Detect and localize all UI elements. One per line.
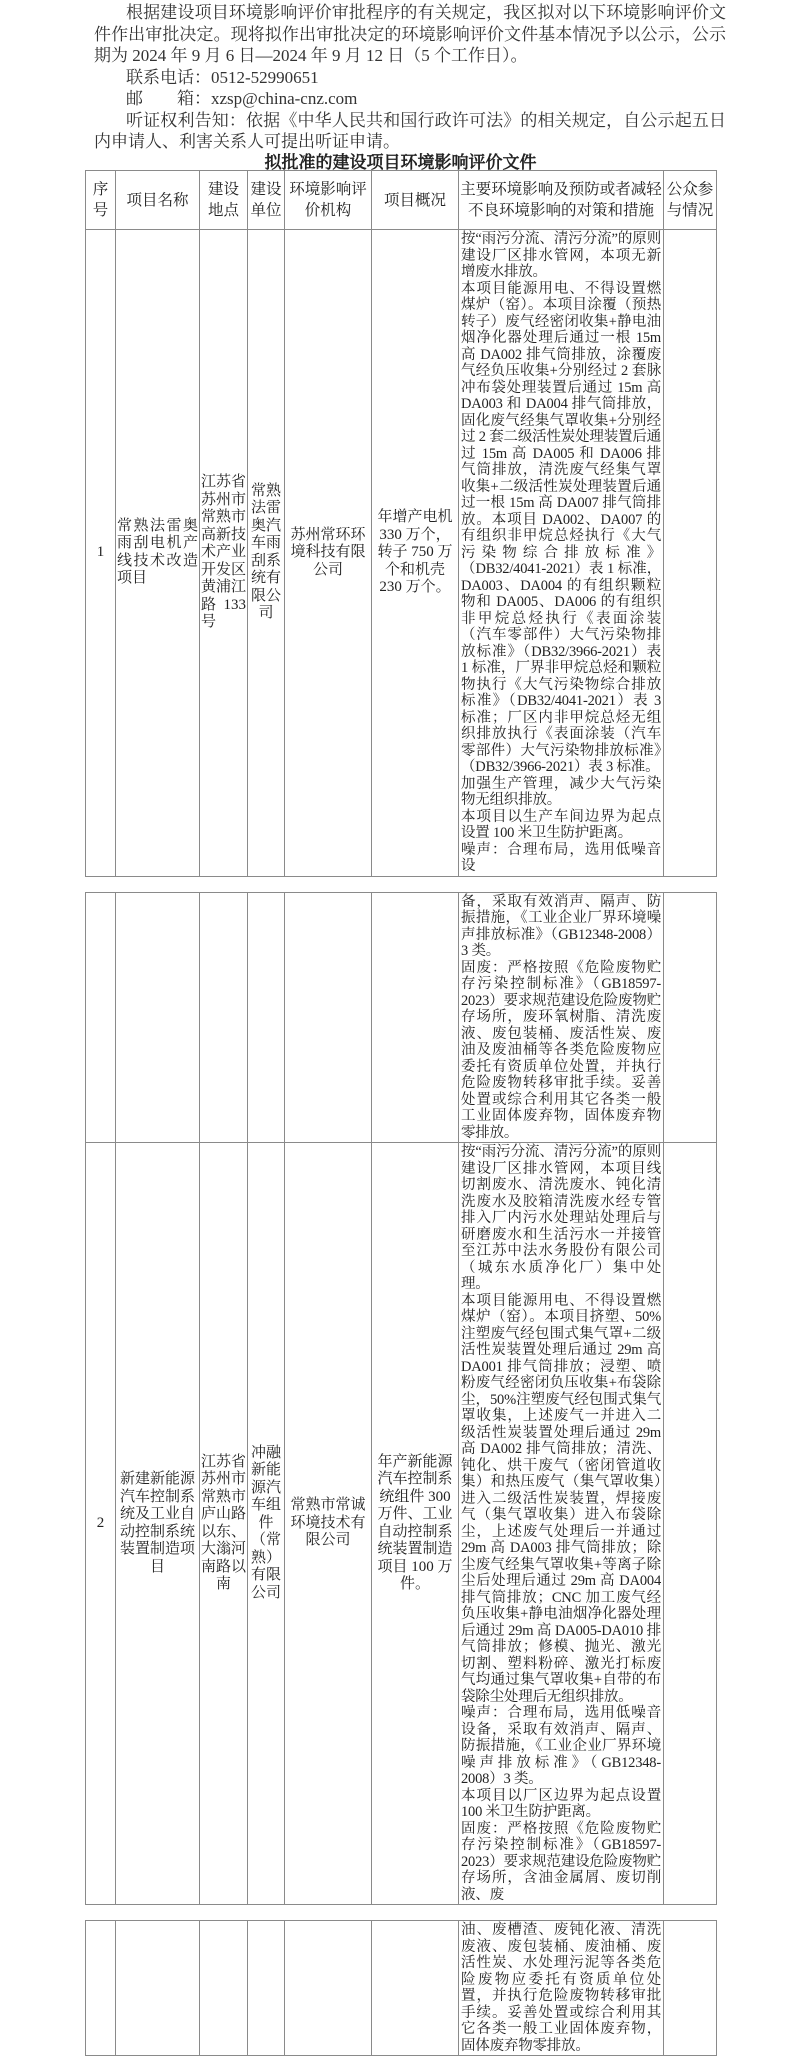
header-project-name: 项目名称: [116, 171, 200, 230]
measure-paragraph: 噪声：合理布局，选用低噪音设: [461, 841, 661, 874]
row-measures: [459, 230, 664, 877]
header-agency: 环境影响评价机构: [285, 171, 372, 230]
empty-cell: [664, 1921, 717, 2056]
empty-cell: [372, 892, 459, 1143]
row-unit: 冲融新能源汽车组件（常熟）有限公司: [248, 1143, 285, 1905]
measure-paragraph: 本项目以生产车间边界为起点设置 100 米卫生防护距离。: [461, 808, 661, 841]
table-title: 拟批准的建设项目环境影响评价文件: [264, 153, 537, 172]
eia-tables: [85, 170, 716, 2056]
table-row: [86, 1143, 717, 1905]
eia-table-page-2: [85, 892, 717, 1906]
measure-paragraph: 固废：严格按照《危险废物贮存污染控制标准》（GB18597-2023）要求规范建设危险废物贮存场所，含油金属屑、废切削液、废: [461, 1820, 661, 1903]
measure-paragraph: 加强生产管理，减少大气污染物无组织排放。: [461, 775, 661, 808]
header-unit: 建设单位: [248, 171, 285, 230]
row-measures: [459, 1921, 664, 2056]
empty-cell: [285, 892, 372, 1143]
intro-paragraph: 根据建设项目环境影响评价审批程序的有关规定，我区拟对以下环境影响评价文件作出审批决定。现将拟作出审批决定的环境影响评价文件基本情况予以公示，公示期为 2024 年 9 月 6 日—2024 年 9 月 12 日（5 个工作日）。: [94, 3, 726, 65]
intro-text: [94, 2, 726, 153]
row-overview: 年增产电机 330 万个，转子 750 万个和机壳 230 万个。: [372, 230, 459, 877]
header-public-participation: 公众参与情况: [664, 171, 717, 230]
empty-cell: [200, 1921, 248, 2056]
row-measures: [459, 892, 664, 1143]
contact-email: 邮 箱：xzsp@china-cnz.com: [126, 89, 358, 108]
header-location: 建设地点: [200, 171, 248, 230]
row-unit: 常熟法雷奥汽车雨刮系统有限公司: [248, 230, 285, 877]
measure-paragraph: 固废：严格按照《危险废物贮存污染控制标准》（GB18597-2023）要求规范建设危险废物贮存场所，废环氧树脂、清洗废液、废包装桶、废活性炭、废油及废油桶等各类危险废物应委托有资质单位处置，并执行危险废物转移审批手续。妥善处置或综合利用其它各类一般工业固体废弃物，固体废弃物零排放。: [461, 959, 661, 1141]
row-measures: [459, 1143, 664, 1905]
header-row: [86, 171, 717, 230]
empty-cell: [200, 892, 248, 1143]
measure-paragraph: 本项目能源用电、不得设置燃煤炉（窑）。本项目挤塑、50%注塑废气经包围式集气罩+二级活性炭装置处理后通过 29m 高 DA001 排气筒排放；浸塑、喷粉废气经密闭负压收集+布袋除尘，50%注塑废气经包围式集气罩收集，上述废气一并进入二级活性炭装置处理后通过 29m 高 DA002 排气筒排放；清洗、钝化、烘干废气（密闭管道收集）和热压废气（集气罩收集）进入二级活性炭装置，焊接废气（集气罩收集）进入布袋除尘，上述废气处理后一并通过 29m 高 DA003 排气筒排放；除尘废气经集气罩收集+等离子除尘后处理后通过 29m 高 DA004 排气筒排放；CNC 加工废气经负压收集+静电油烟净化器处理后通过 29m 高 DA005-DA010 排气筒排放；修模、抛光、激光切割、塑料粉碎、激光打标废气均通过集气罩收集+自带的布袋除尘处理后无组织排放。: [461, 1292, 661, 1705]
row-public-participation: [664, 1143, 717, 1905]
empty-cell: [372, 1921, 459, 2056]
hearing-notice: 听证权利告知：依据《中华人民共和国行政许可法》的相关规定，自公示起五日内申请人、利害关系人可提出听证申请。: [94, 110, 726, 151]
row-no: 2: [86, 1143, 116, 1905]
empty-cell: [664, 892, 717, 1143]
table-row-continued: [86, 892, 717, 1143]
contact-phone: 联系电话：0512-52990651: [126, 67, 319, 87]
row-location: 江苏省苏州市常熟市高新技术产业开发区黄浦江路 133 号: [200, 230, 248, 877]
row-public-participation: [664, 230, 717, 877]
header-no: 序号: [86, 171, 116, 230]
measure-paragraph: 按“雨污分流、清污分流”的原则建设厂区排水管网，本项无新增废水排放。: [461, 231, 661, 280]
table-row: [86, 230, 717, 877]
empty-cell: [86, 892, 116, 1143]
measure-paragraph: 按“雨污分流、清污分流”的原则建设厂区排水管网，本项目线切割废水、清洗废水、钝化清洗废水及胶箱清洗废水经专管排入厂内污水处理站处理后与研磨废水和生活污水一并接管至江苏中法水务股份有限公司（城东水质净化厂）集中处理。: [461, 1144, 661, 1292]
measure-paragraph: 噪声：合理布局，选用低噪音设备，采取有效消声、隔声、防振措施，《工业企业厂界环境噪声排放标准》（GB12348-2008）3 类。: [461, 1705, 661, 1787]
header-measures: 主要环境影响及预防或者减轻不良环境影响的对策和措施: [459, 171, 664, 230]
row-agency: 苏州常环环境科技有限公司: [285, 230, 372, 877]
empty-cell: [116, 892, 200, 1143]
empty-cell: [248, 1921, 285, 2056]
row-no: 1: [86, 230, 116, 877]
empty-cell: [248, 892, 285, 1143]
row-agency: 常熟市常诚环境技术有限公司: [285, 1143, 372, 1905]
measure-paragraph: 本项目能源用电、不得设置燃煤炉（窑）。本项目涂覆（预热转子）废气经密闭收集+静电油烟净化器处理后通过一根 15m 高 DA002 排气筒排放，涂覆废气经负压收集+分别经过 2 套脉冲布袋处理装置后通过 15m 高 DA003 和 DA004 排气筒排放，固化废气经集气罩收集+分别经过 2 套二级活性炭处理装置后通过 15m 高 DA005 和 DA006 排气筒排放，清洗废气经集气罩收集+二级活性炭处理装置后通过一根 15m 高 DA007 排气筒排放。本项目 DA002、DA007 的有组织非甲烷总烃执行《大气污染物综合排放标准》（DB32/4041-2021）表 1 标准，DA003、DA004 的有组织颗粒物和 DA005、DA006 的有组织非甲烷总烃执行《表面涂装（汽车零部件）大气污染物排放标准》（DB32/3966-2021）表 1 标准，厂界非甲烷总烃和颗粒物执行《大气污染物综合排放标准》（DB32/4041-2021）表 3 标准；厂区内非甲烷总烃无组织排放执行《表面涂装（汽车零部件）大气污染物排放标准》（DB32/3966-2021）表 3 标准。: [461, 280, 661, 775]
row-location: 江苏省苏州市常熟市庐山路以东、大滃河南路以南: [200, 1143, 248, 1905]
row-overview: 年产新能源汽车控制系统组件 300 万件、工业自动控制系统装置制造项目 100 万件。: [372, 1143, 459, 1905]
table-row-continued: [86, 1921, 717, 2056]
empty-cell: [285, 1921, 372, 2056]
eia-table-page-3: [85, 1920, 717, 2056]
row-project-name: 新建新能源汽车控制系统及工业自动控制系统装置制造项目: [116, 1143, 200, 1905]
empty-cell: [86, 1921, 116, 2056]
header-overview: 项目概况: [372, 171, 459, 230]
measure-paragraph: 备，采取有效消声、隔声、防振措施，《工业企业厂界环境噪声排放标准》（GB12348-2008）3 类。: [461, 893, 661, 959]
measure-paragraph: 本项目以厂区边界为起点设置 100 米卫生防护距离。: [461, 1787, 661, 1820]
measure-paragraph: 油、废槽渣、废钝化液、清洗废液、废包装桶、废油桶、废活性炭、水处理污泥等各类危险废物应委托有资质单位处置，并执行危险废物转移审批手续。妥善处置或综合利用其它各类一般工业固体废弃物，固体废弃物零排放。: [461, 1922, 661, 2054]
empty-cell: [116, 1921, 200, 2056]
eia-table-page-1: [85, 170, 717, 877]
row-project-name: 常熟法雷奥雨刮电机产线技术改造项目: [116, 230, 200, 877]
